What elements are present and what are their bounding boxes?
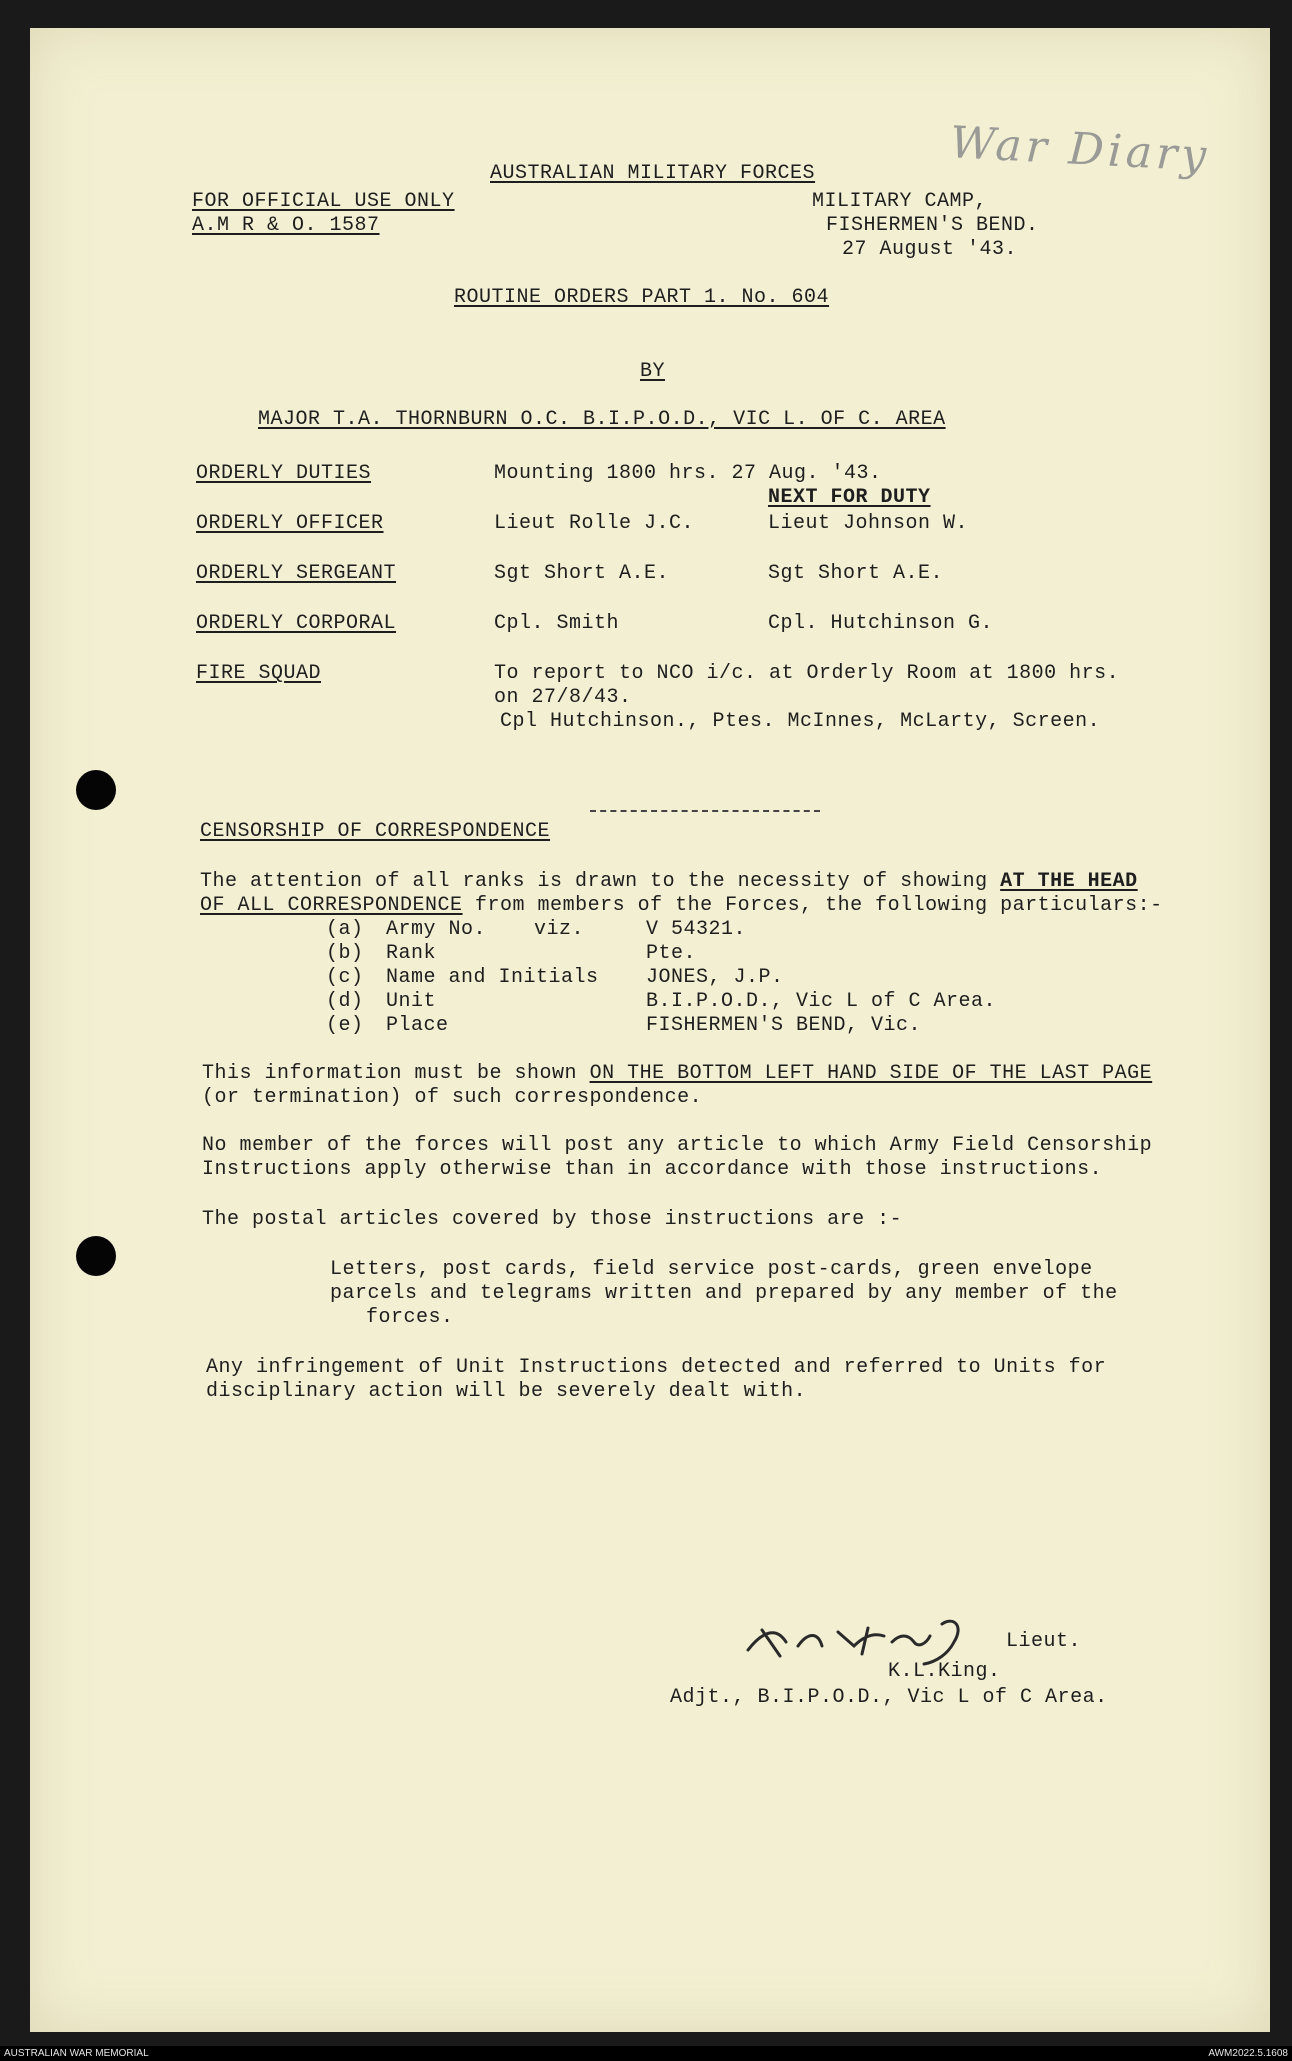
- duty-label: ORDERLY CORPORAL: [196, 612, 397, 635]
- particular-letter: (a): [326, 918, 364, 941]
- censorship-paragraph: [200, 870, 1138, 893]
- punch-hole: [76, 1236, 116, 1276]
- fire-squad-date: on 27/8/43.: [494, 686, 632, 709]
- fire-squad-instruction: To report to NCO i/c. at Orderly Room at 1800 hrs.: [494, 662, 1120, 685]
- postal-articles-list: Letters, post cards, field service post-cards, green envelope: [330, 1258, 1093, 1281]
- orders-issuer: MAJOR T.A. THORNBURN O.C. B.I.P.O.D., VIC L. OF C. AREA: [258, 408, 946, 431]
- duty-label: ORDERLY DUTIES: [196, 462, 372, 485]
- emphasis-text: AT THE HEAD: [1000, 870, 1138, 893]
- particular-letter: (b): [326, 942, 364, 965]
- signatory-name: K.L.King.: [888, 1660, 1001, 1683]
- posting-rule-line2: Instructions apply otherwise than in accordance with those instructions.: [202, 1158, 1103, 1181]
- paragraph-text: This information must be shown: [202, 1062, 590, 1085]
- censorship-paragraph-line2: [200, 894, 1163, 917]
- camp-location-line2: FISHERMEN'S BEND.: [826, 214, 1039, 237]
- signatory-rank: Lieut.: [1006, 1630, 1082, 1653]
- footer-accession-number: AWM2022.5.1608: [1208, 2048, 1288, 2059]
- disciplinary-warning-line2: disciplinary action will be severely dealt with.: [206, 1380, 807, 1403]
- particular-value: B.I.P.O.D., Vic L of C Area.: [646, 990, 997, 1013]
- disciplinary-warning: Any infringement of Unit Instructions detected and referred to Units for: [206, 1356, 1107, 1379]
- duty-current: Sgt Short A.E.: [494, 562, 670, 585]
- punch-hole: [76, 770, 116, 810]
- postal-articles-intro: The postal articles covered by those instructions are :-: [202, 1208, 903, 1231]
- particular-field: Rank: [386, 942, 437, 965]
- orders-by: BY: [640, 360, 666, 383]
- particular-field: Place: [386, 1014, 449, 1037]
- particular-value: Pte.: [646, 942, 697, 965]
- official-use-label: FOR OFFICIAL USE ONLY: [192, 190, 455, 213]
- paragraph-text: from members of the Forces, the following particulars:-: [462, 894, 1163, 917]
- section-divider: [590, 810, 820, 812]
- duty-label: ORDERLY SERGEANT: [196, 562, 397, 585]
- display-instruction-line2: (or termination) of such correspondence.: [202, 1086, 703, 1109]
- orders-title: ROUTINE ORDERS PART 1. No. 604: [454, 286, 830, 309]
- duty-next: Cpl. Hutchinson G.: [768, 612, 994, 635]
- particular-value: V 54321.: [646, 918, 747, 941]
- document-page: [30, 28, 1270, 2032]
- fire-squad-label: FIRE SQUAD: [196, 662, 322, 685]
- footer-credit: AUSTRALIAN WAR MEMORIAL: [4, 2048, 149, 2059]
- fire-squad-members: Cpl Hutchinson., Ptes. McInnes, McLarty, Screen.: [500, 710, 1101, 733]
- particular-field: Army No.: [386, 918, 487, 941]
- postal-articles-list-line3: forces.: [366, 1306, 454, 1329]
- paragraph-text: The attention of all ranks is drawn to the necessity of showing: [200, 870, 1001, 893]
- reference-number: A.M R & O. 1587: [192, 214, 380, 237]
- camp-location: MILITARY CAMP,: [812, 190, 988, 213]
- signatory-position: Adjt., B.I.P.O.D., Vic L of C Area.: [670, 1686, 1108, 1709]
- duty-current: Lieut Rolle J.C.: [494, 512, 695, 535]
- duty-next: Lieut Johnson W.: [768, 512, 969, 535]
- document-heading: AUSTRALIAN MILITARY FORCES: [490, 162, 816, 185]
- particular-letter: (e): [326, 1014, 364, 1037]
- particular-field: Name and Initials: [386, 966, 599, 989]
- display-instruction: [202, 1062, 1152, 1085]
- postal-articles-list-line2: parcels and telegrams written and prepared by any member of the: [330, 1282, 1118, 1305]
- particular-viz: viz.: [534, 918, 585, 941]
- censorship-heading: CENSORSHIP OF CORRESPONDENCE: [200, 820, 551, 843]
- next-for-duty-heading: NEXT FOR DUTY: [768, 486, 931, 509]
- particular-letter: (d): [326, 990, 364, 1013]
- particular-value: JONES, J.P.: [646, 966, 784, 989]
- duty-current: Cpl. Smith: [494, 612, 620, 635]
- duty-current: Mounting 1800 hrs. 27 Aug. '43.: [494, 462, 882, 485]
- duty-label: ORDERLY OFFICER: [196, 512, 384, 535]
- handwritten-note: War Diary: [948, 117, 1212, 182]
- posting-rule: No member of the forces will post any article to which Army Field Censorship: [202, 1134, 1153, 1157]
- emphasis-text: OF ALL CORRESPONDENCE: [200, 894, 463, 917]
- particular-letter: (c): [326, 966, 364, 989]
- duty-next: Sgt Short A.E.: [768, 562, 944, 585]
- particular-field: Unit: [386, 990, 437, 1013]
- document-date: 27 August '43.: [842, 238, 1018, 261]
- particular-value: FISHERMEN'S BEND, Vic.: [646, 1014, 922, 1037]
- emphasis-text: ON THE BOTTOM LEFT HAND SIDE OF THE LAST PAGE: [589, 1062, 1153, 1085]
